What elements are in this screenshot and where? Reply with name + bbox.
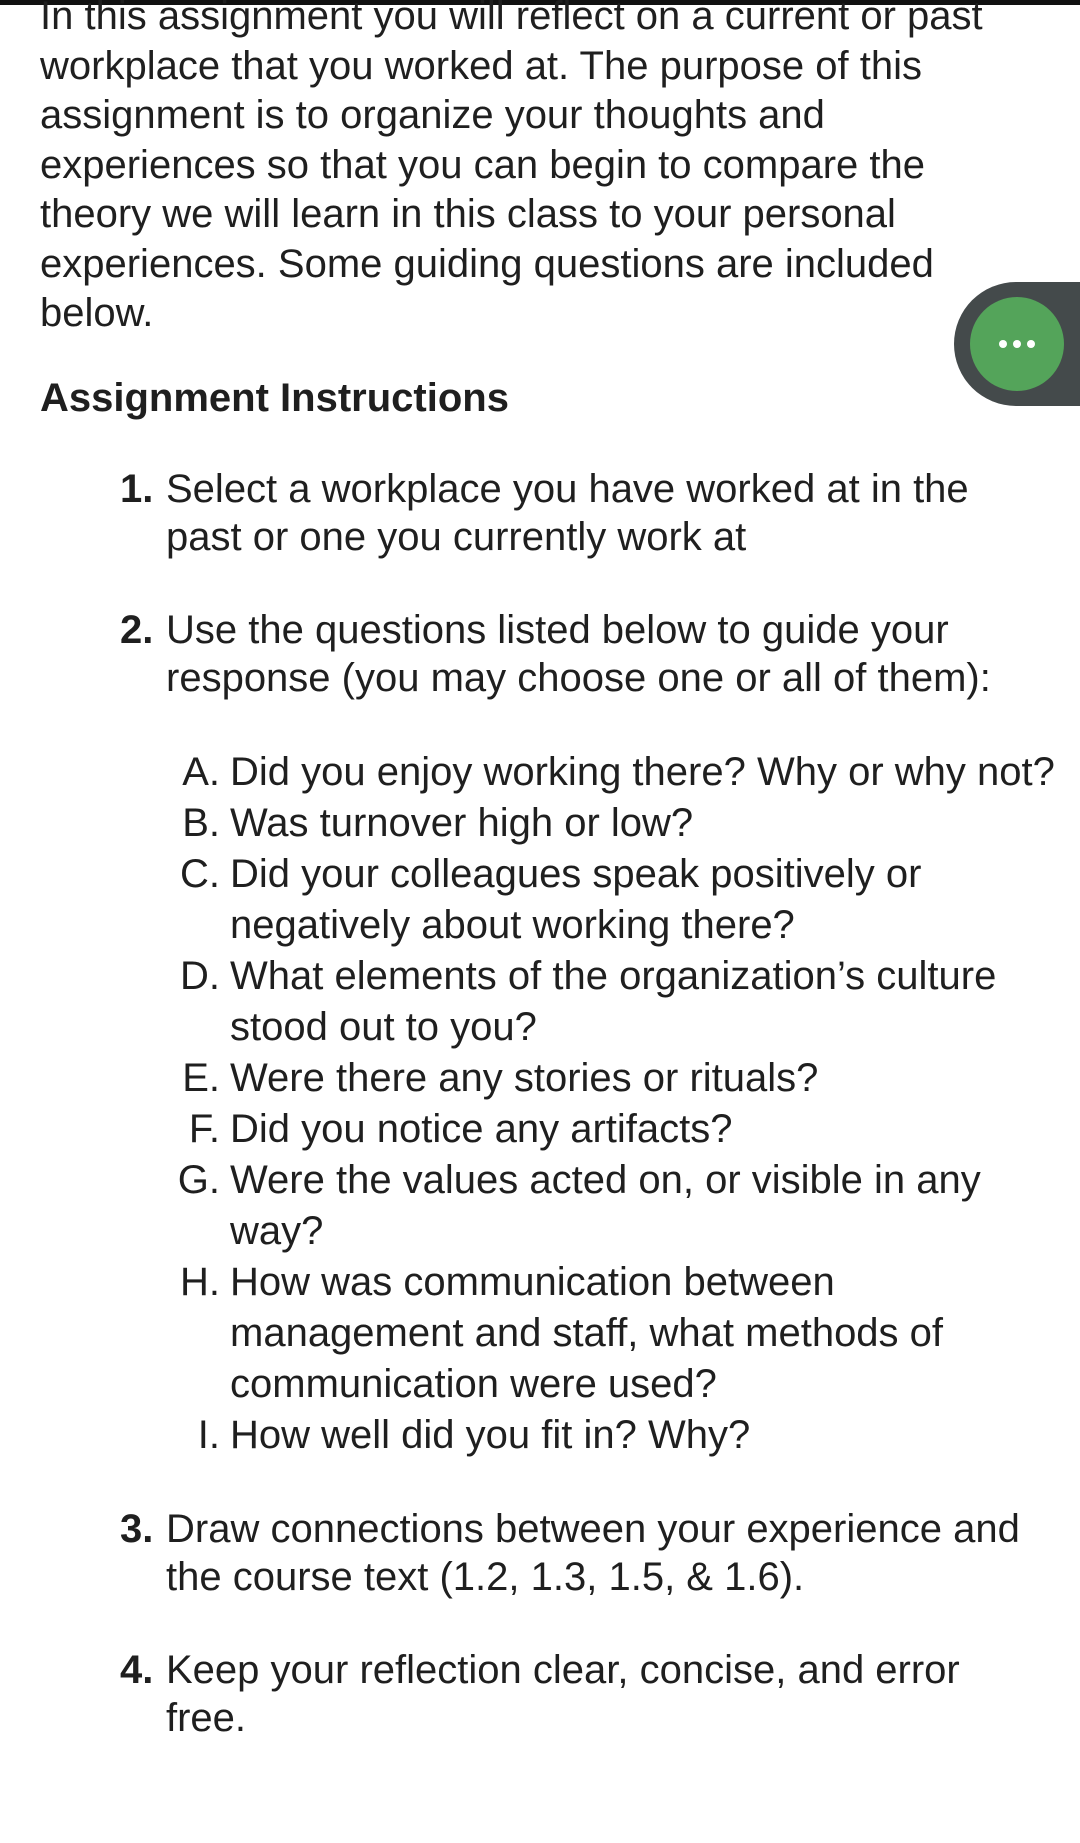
section-heading: Assignment Instructions	[40, 375, 509, 420]
floating-menu-tab	[954, 282, 1080, 406]
instruction-list	[40, 465, 1055, 1743]
question-item	[166, 849, 1070, 951]
question-item	[166, 951, 1070, 1053]
more-horizontal-icon-dot	[1013, 340, 1021, 348]
intro-paragraph: In this assignment you will reflect on a current or past workplace that you worked at. The purpose of this assignment is to organize your thoughts and experiences so that you can begin to compare the theory we will learn in this class to your personal experiences. Some guiding questions are included below.	[40, 0, 983, 335]
question-item	[166, 1257, 1070, 1410]
question-item	[166, 1155, 1070, 1257]
question-text: Did your colleagues speak positively or negatively about working there?	[230, 851, 922, 947]
instruction-number: 1.	[120, 466, 154, 511]
instruction-text: Draw connections between your experience and the course text (1.2, 1.3, 1.5, & 1.6).	[166, 1506, 1020, 1599]
instruction-item	[40, 1505, 1030, 1602]
instruction-number: 3.	[120, 1506, 154, 1551]
question-text: Did you enjoy working there? Why or why not?	[230, 749, 1055, 794]
question-letter: I.	[197, 1412, 220, 1457]
instruction-text: Use the questions listed below to guide your response (you may choose one or all of them):	[166, 607, 991, 700]
question-letter: B.	[182, 800, 220, 845]
question-letter: G.	[177, 1157, 220, 1202]
question-letter: D.	[180, 953, 220, 998]
question-text: What elements of the organization’s culture stood out to you?	[230, 953, 997, 1049]
question-text: Was turnover high or low?	[230, 800, 694, 845]
question-letter: H.	[180, 1259, 220, 1304]
question-letter: C.	[180, 851, 220, 896]
question-letter: A.	[182, 749, 220, 794]
question-item	[166, 747, 1070, 798]
instruction-item	[40, 1646, 1030, 1743]
question-text: Were there any stories or rituals?	[230, 1055, 819, 1100]
more-horizontal-icon	[999, 340, 1007, 348]
question-text: Did you notice any artifacts?	[230, 1106, 733, 1151]
more-options-button[interactable]	[970, 297, 1064, 391]
question-letter: F.	[188, 1106, 220, 1151]
instruction-text: Keep your reflection clear, concise, and error free.	[166, 1647, 960, 1740]
instruction-item	[40, 606, 1055, 1461]
question-item	[166, 1053, 1070, 1104]
question-text: How was communication between management and staff, what methods of communication were used?	[230, 1259, 944, 1406]
instruction-number: 2.	[120, 607, 154, 652]
question-text: How well did you fit in? Why?	[230, 1412, 751, 1457]
instruction-item	[40, 465, 1030, 562]
more-horizontal-icon-dot	[1027, 340, 1035, 348]
question-item	[166, 1104, 1070, 1155]
guiding-questions-list	[166, 747, 1055, 1461]
question-text: Were the values acted on, or visible in any way?	[230, 1157, 981, 1253]
question-item	[166, 798, 1070, 849]
question-item	[166, 1410, 1070, 1461]
instruction-text: Select a workplace you have worked at in the past or one you currently work at	[166, 466, 969, 559]
instruction-number: 4.	[120, 1647, 154, 1692]
question-letter: E.	[182, 1055, 220, 1100]
document-content	[40, 0, 1055, 1787]
